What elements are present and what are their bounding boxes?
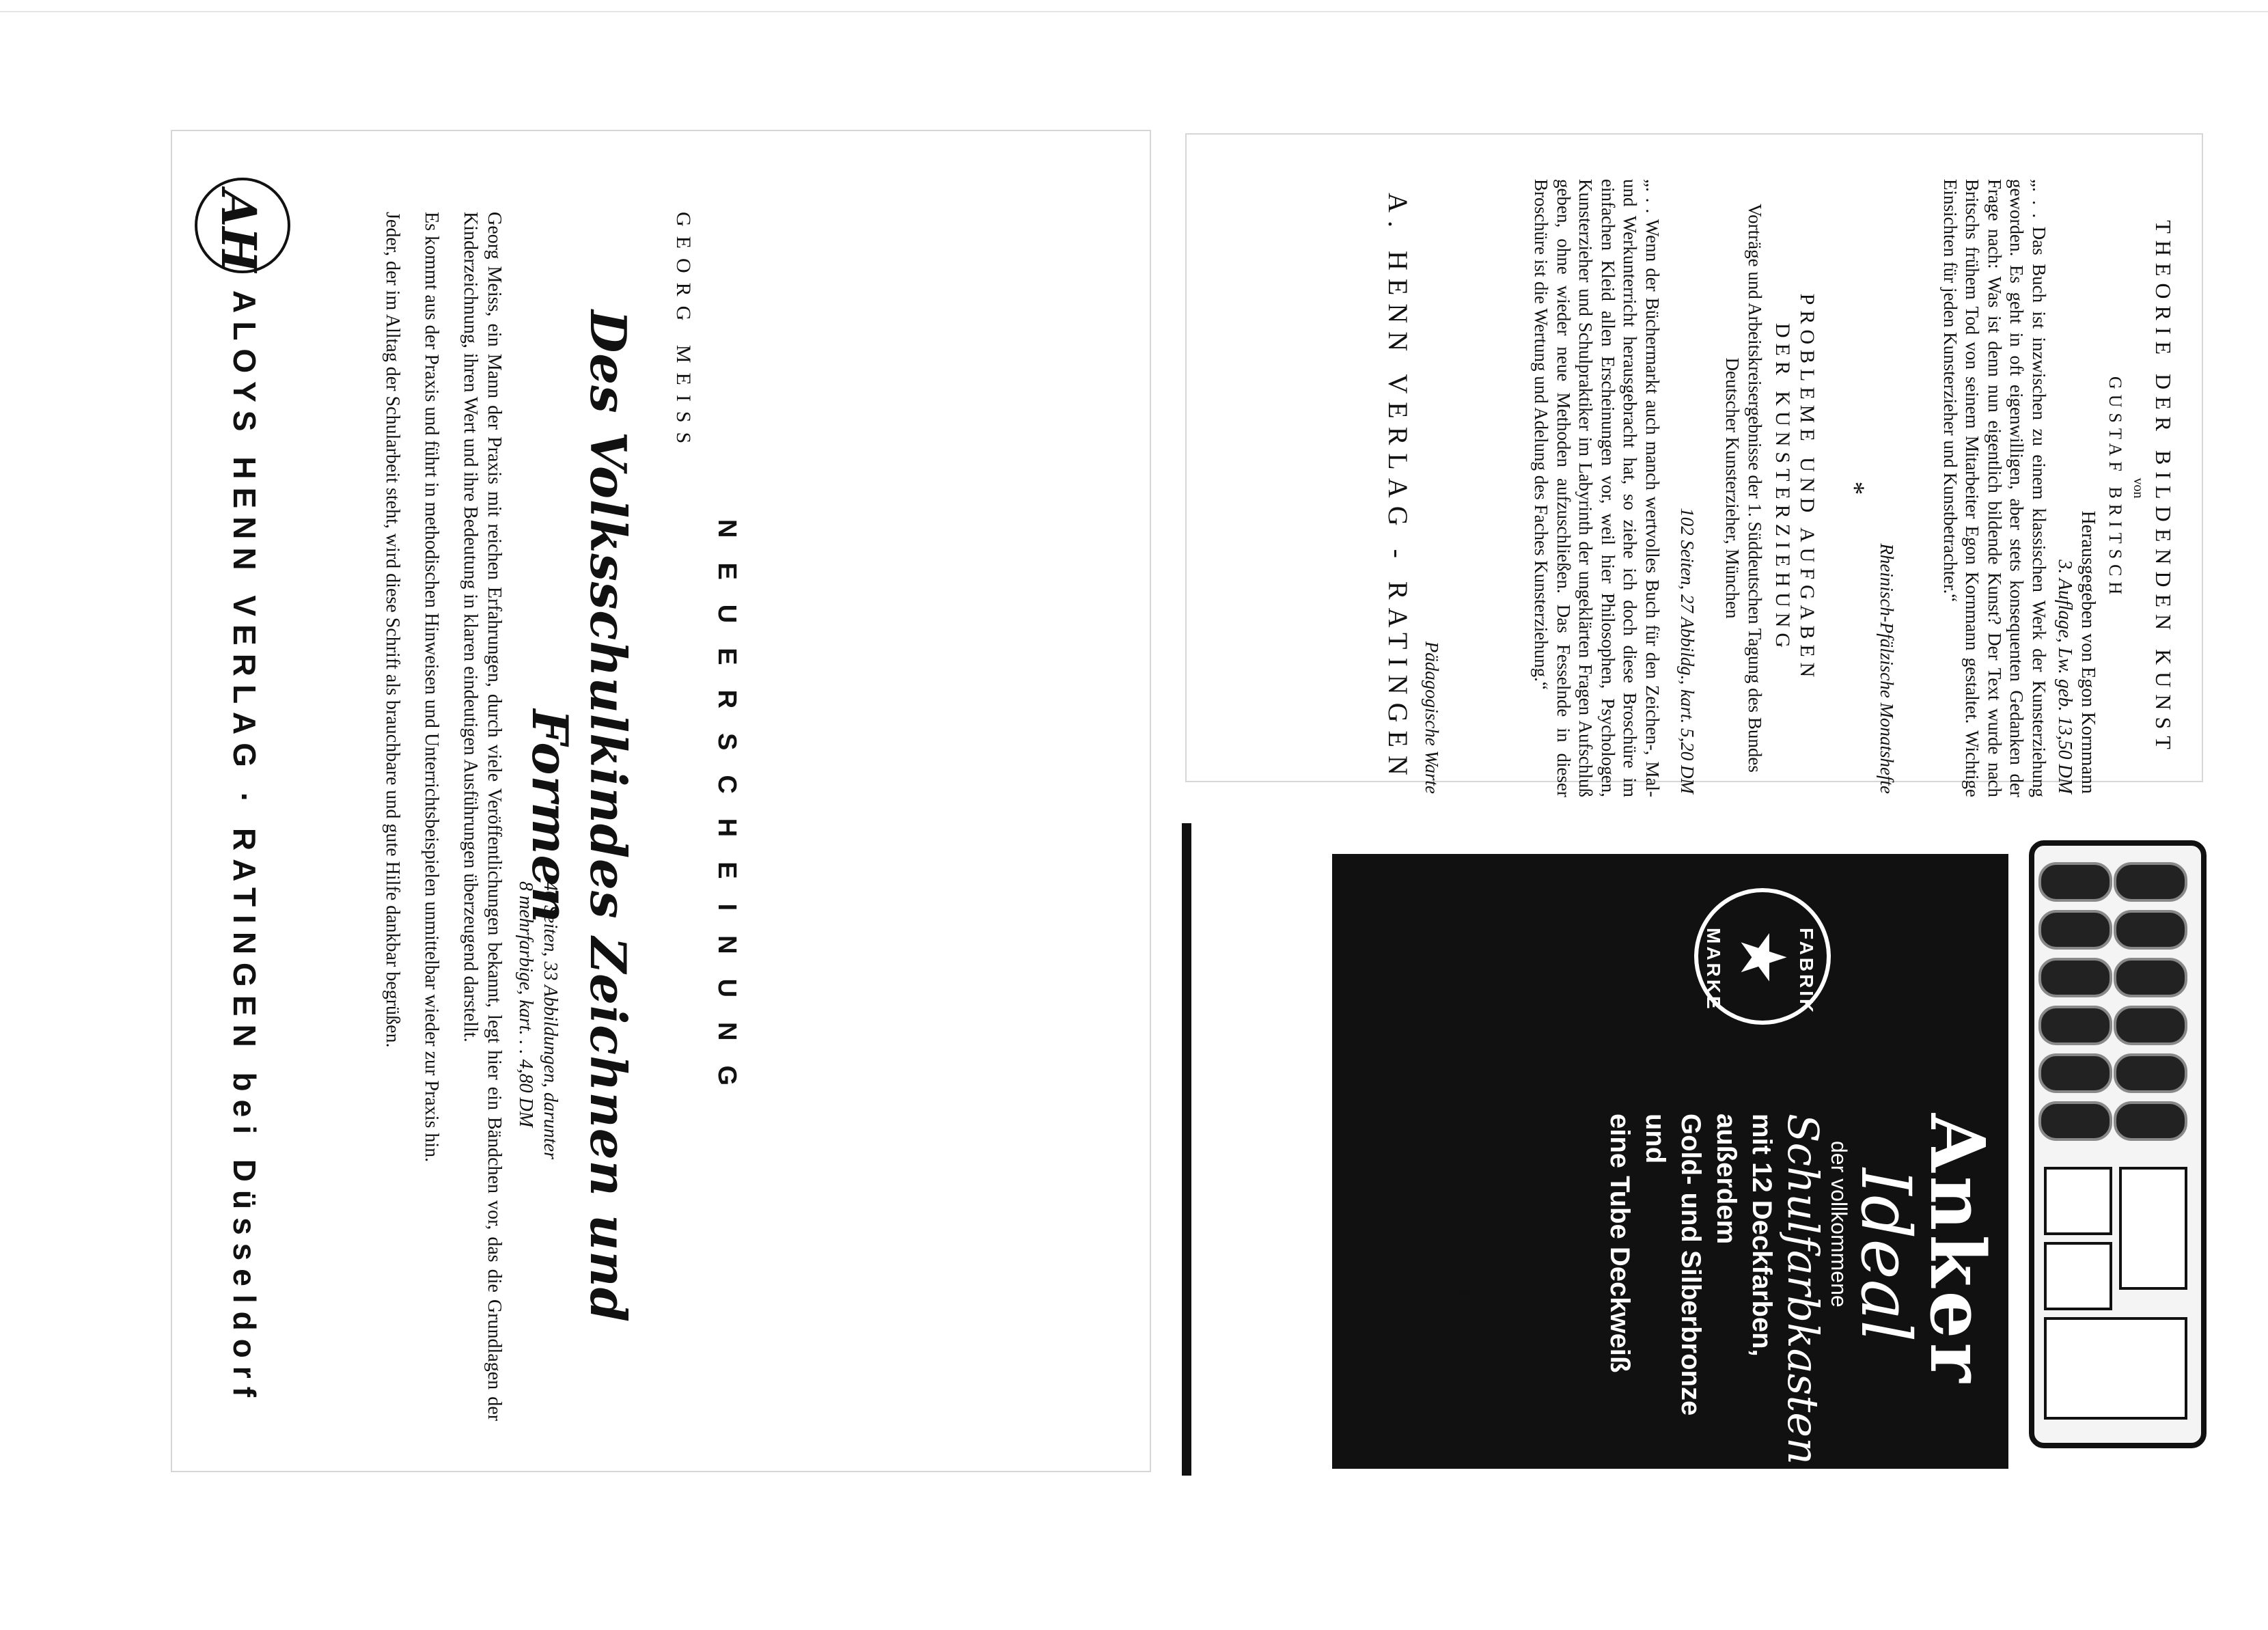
anker-brand-block <box>1602 1114 2002 1465</box>
book2-review-source: Pädagogische Warte <box>1422 641 1442 794</box>
supplier-block <box>1366 922 1476 1455</box>
book2-title <box>1770 179 1819 797</box>
paint-pan <box>2038 958 2112 997</box>
paint-pan <box>2038 910 2112 950</box>
book1-author: GUSTAF BRITSCH <box>2105 376 2125 600</box>
lid-compartment <box>2044 1317 2187 1420</box>
description-paragraph: Georg Meiss, ein Mann der Praxis mit reichen Erfahrungen, durch viele Veröffentlichungen bekannt, legt hier ein Bändchen vor, das die Grundlagen der Kinderzeichnung, ihren Wert und ihre Bedeutung in klaren eindeutigen Ausführungen überzeugend darstellt. <box>460 212 505 1421</box>
product-line-3: mit 12 Deckfarben, außerdem <box>1711 1114 1777 1357</box>
company-name: KOCH & SCHMIDT <box>1407 922 1452 1301</box>
paint-pan <box>2038 1053 2112 1093</box>
editor-line: Herausgegeben von Egon Kornmann <box>2077 510 2099 794</box>
book1-edition <box>2053 384 2099 794</box>
left-ad-neuerscheinung <box>181 190 741 1431</box>
paint-pan <box>2038 1101 2112 1141</box>
publisher-line: ALOYS HENN VERLAG · RATINGEN bei Düsseldorf <box>227 290 262 1406</box>
description-paragraph: Jeder, der im Alltag der Schularbeit steht, wird diese Schrift als brauchbare und gute Hilfe dankbar begrüßen. <box>382 212 403 1048</box>
book-title: Des Volksschulkindes Zeichnen und Formen <box>521 309 637 1323</box>
paintbox-illustration <box>2029 840 2207 1448</box>
publisher2-line: A. HENN VERLAG - RATINGEN <box>1383 193 1413 784</box>
paint-pan <box>2114 1101 2187 1141</box>
author-name: GEORG MEISS <box>672 212 695 454</box>
book2-review: „. . . Wenn der Büchermarkt auch manch wertvolles Buch für den Zeichen-, Mal- und Werkunterricht herausgebracht hat, so ziehe ich doch diese Broschüre im einfachen Kleid allen Erscheinungen vor, weil hier Philosophen, Psychologen, Kunsterzieher und Schulpraktiker im Labyrinth der ungeklärten Fragen Aufschluß geben, ohne wieder neue Methoden aufzuschließen. Das Fesselnde in dieser Broschüre ist die Wertung und Adelung des Faches Kunsterziehung.“ <box>1531 179 1663 797</box>
product-line-4: Gold- und Silberbronze und <box>1640 1114 1706 1416</box>
logo-monogram: AH <box>210 190 267 273</box>
fabrikmarke-seal <box>1694 888 1831 1025</box>
separator-asterisk: * <box>1840 481 1870 495</box>
product-line-2: Schulfarbkasten <box>1778 1114 1828 1465</box>
right-top-ad-britsch <box>1206 179 2176 797</box>
paint-pan <box>2038 862 2112 902</box>
paint-pan <box>2114 862 2187 902</box>
product-name: Ideal <box>1846 1168 1926 1342</box>
star-anchor-icon: ★ <box>1728 929 1797 986</box>
lid-compartment <box>2119 1167 2187 1290</box>
paint-pan <box>2114 1053 2187 1093</box>
by-word: von <box>2131 478 2146 499</box>
anker-ad-rule <box>1182 823 1191 1476</box>
product-line-1: der vollkommene <box>1827 1141 1851 1308</box>
edition-line: 3. Auflage, Lw. geb. 13,50 DM <box>2054 560 2075 794</box>
book2-title-line-1: PROBLEME UND AUFGABEN <box>1796 293 1818 683</box>
paint-pan <box>2114 1006 2187 1045</box>
book1-title: THEORIE DER BILDENDEN KUNST <box>2151 220 2176 756</box>
publisher-logo <box>195 178 290 273</box>
specs-line-2: 8 mehrfarbige, kart. . . 4,80 DM <box>515 881 536 1128</box>
company-city: COBURG / BAY. 130 <box>1364 922 1410 1331</box>
product-line-5: eine Tube Deckweiß <box>1605 1114 1635 1373</box>
book1-review-source: Rheinisch-Pfälzische Monatshefte <box>1877 543 1897 794</box>
book2-title-line-2: DER KUNSTERZIEHUNG <box>1771 322 1794 654</box>
scan-top-edge <box>0 11 2268 12</box>
book1-review: „. . . Das Buch ist inzwischen zu einem klassischen Werk der Kunsterziehung geworden. Es geht in oft eigenwilligen, aber stets konsequenten Gedanken der Frage nach: Was ist denn nun eigentlich bildende Kunst? Der Text wurde nach Britschs frühem Tod von seinem Mitarbeiter Egon Kornmann gestaltet. Wichtige Einsichten für jeden Kunsterzieher und Kunstbetrachter.“ <box>1940 179 2049 797</box>
neuerscheinung-heading: NEUERSCHEINUNG <box>713 519 741 1111</box>
seal-top-text: FABRIK <box>1796 928 1817 1016</box>
book2-specs: 102 Seiten, 27 Abbildg., kart. 5,20 DM <box>1677 508 1698 794</box>
description-paragraph: Es kommt aus der Praxis und führt in methodischen Hinweisen und Unterrichtsbeispielen unmittelbar wieder zur Praxis hin. <box>421 212 442 1163</box>
specs-line-1: 40 Seiten, 33 Abbildungen, darunter <box>540 881 561 1159</box>
anker-ideal-ad <box>1271 827 2213 1476</box>
supplier-note: Angebote u. Muster durch den Hersteller: <box>1451 922 1476 1323</box>
paint-pan <box>2114 958 2187 997</box>
lid-compartment <box>2044 1242 2112 1310</box>
lid-compartment <box>2044 1167 2112 1235</box>
book-specs <box>513 881 562 1414</box>
paint-pan <box>2038 1006 2112 1045</box>
book-description <box>365 212 506 1421</box>
paint-pan <box>2114 910 2187 950</box>
brand-name: Anker <box>1913 1114 2002 1387</box>
book2-description: Vorträge und Arbeitskreisergebnisse der 1. Süddeutschen Tagung des Bundes Deutscher Kunsterzieher, München <box>1722 204 1765 773</box>
seal-bottom-text: MARKE <box>1703 928 1724 1012</box>
